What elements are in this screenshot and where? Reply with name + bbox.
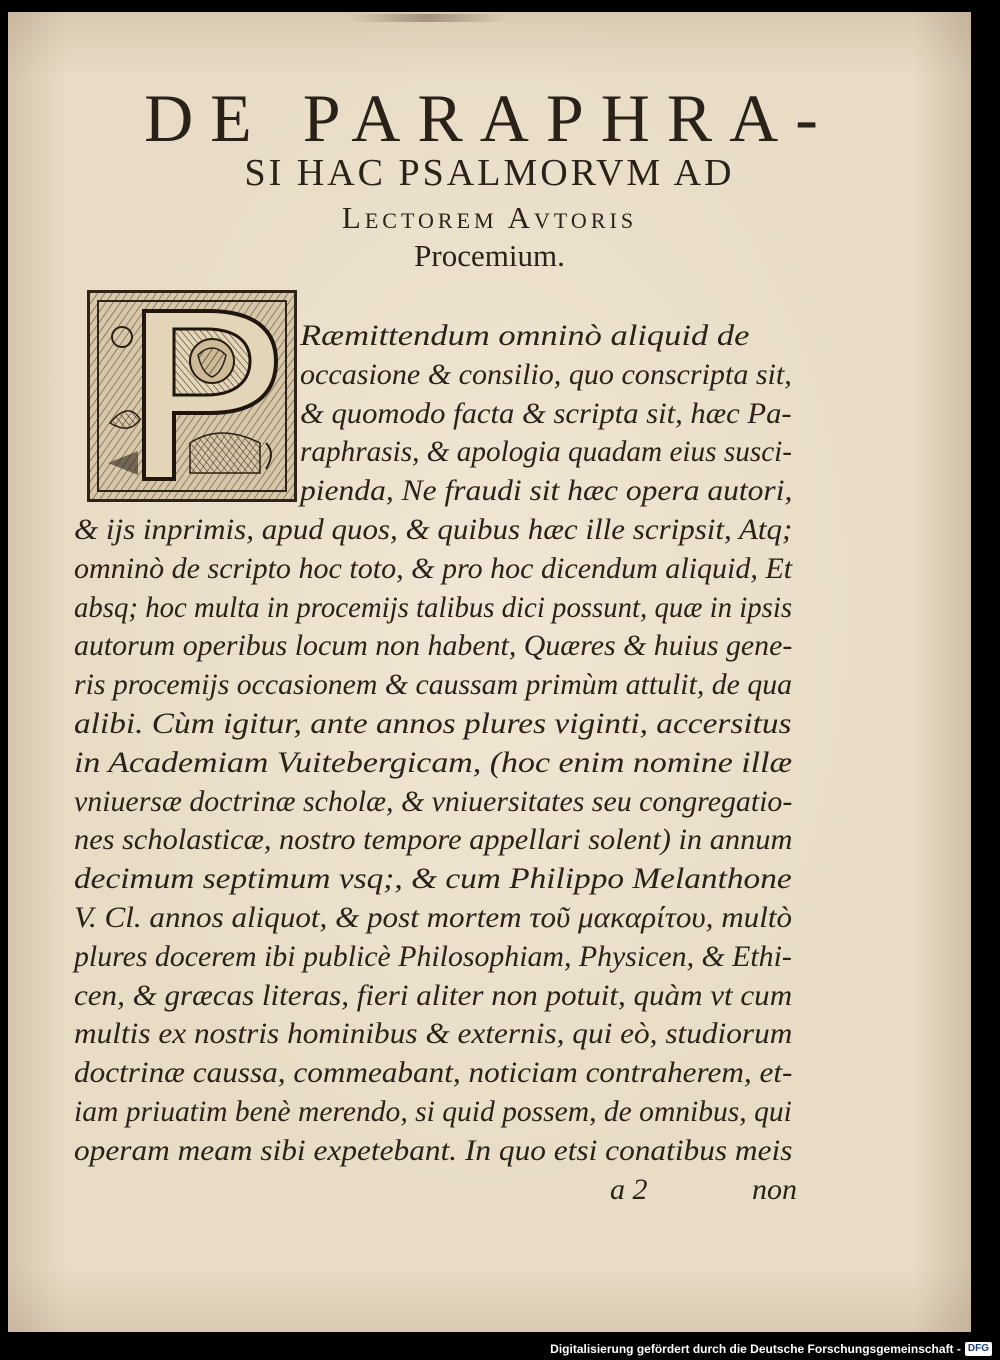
text-line: iam priuatim benè merendo, si quid possem, de omnibus, qui	[74, 1095, 792, 1128]
text-line: nes scholasticæ, nostro tempore appellari solent) in annum	[74, 823, 793, 857]
heading-line-2: SI HAC PSALMORVM AD	[244, 152, 735, 194]
text-line: vniuersæ doctrinæ scholæ, & vniuersitates seu congregatio-	[74, 784, 793, 818]
credit-text: Digitalisierung gefördert durch die Deutsche Forschungsgemeinschaft -	[550, 1342, 961, 1356]
signature-mark: a 2	[610, 1173, 648, 1206]
text-line: plures docerem ibi publicè Philosophiam, Physicen, & Ethi-	[74, 939, 792, 973]
woodcut-initial-icon	[90, 293, 294, 499]
text-line: occasione & consilio, quo conscripta sit,	[300, 357, 792, 391]
text-line: operam meam sibi expetebant. In quo etsi conatibus meis	[74, 1133, 793, 1167]
text-line: doctrinæ caussa, commeabant, noticiam contraherem, et-	[74, 1056, 793, 1090]
heading-line-3: Lectorem Avtoris	[341, 200, 638, 235]
heading-line-4: Procemium.	[414, 238, 565, 273]
book-page	[8, 12, 971, 1332]
text-line: omninò de scripto hoc toto, & pro hoc dicendum aliquid, Et	[74, 551, 793, 585]
text-line: in Academiam Vuitebergicam, (hoc enim nomine illæ	[74, 745, 793, 779]
catchword: non	[752, 1173, 797, 1206]
text-line: Ræmittendum omninò aliquid de	[300, 319, 750, 352]
text-line: ris procemijs occasionem & caussam primùm attulit, de qua	[74, 668, 793, 702]
text-line: autorum operibus locum non habent, Quæres & huius gene-	[74, 629, 793, 663]
digitization-credit	[550, 1342, 992, 1356]
text-line: V. Cl. annos aliquot, & post mortem τοῦ μακαρίτου, multò	[74, 901, 793, 934]
text-line: & quomodo facta & scripta sit, hæc Pa-	[300, 396, 792, 430]
text-line: alibi. Cùm igitur, ante annos plures viginti, accersitus	[74, 707, 792, 740]
text-line: & ijs inprimis, apud quos, & quibus hæc ille scripsit, Atq;	[74, 513, 793, 546]
text-line: absq; hoc multa in procemijs talibus dici possunt, quæ in ipsis	[74, 590, 793, 624]
text-line: multis ex nostris hominibus & externis, qui eò, studiorum	[74, 1017, 793, 1051]
text-line: pienda, Ne fraudi sit hæc opera autori,	[300, 474, 793, 508]
text-line: cen, & græcas literas, fieri aliter non potuit, quàm vt cum	[74, 978, 793, 1012]
text-line: decimum septimum vsq;, & cum Philippo Melanthone	[74, 862, 792, 896]
decorated-initial-p-image	[87, 290, 297, 502]
text-line: raphrasis, & apologia quadam eius susci-	[300, 435, 793, 469]
page-top-shadow	[348, 14, 508, 22]
dfg-logo-icon: DFG	[965, 1342, 992, 1356]
heading-line-1: DE PARAPHRA-	[144, 80, 835, 156]
